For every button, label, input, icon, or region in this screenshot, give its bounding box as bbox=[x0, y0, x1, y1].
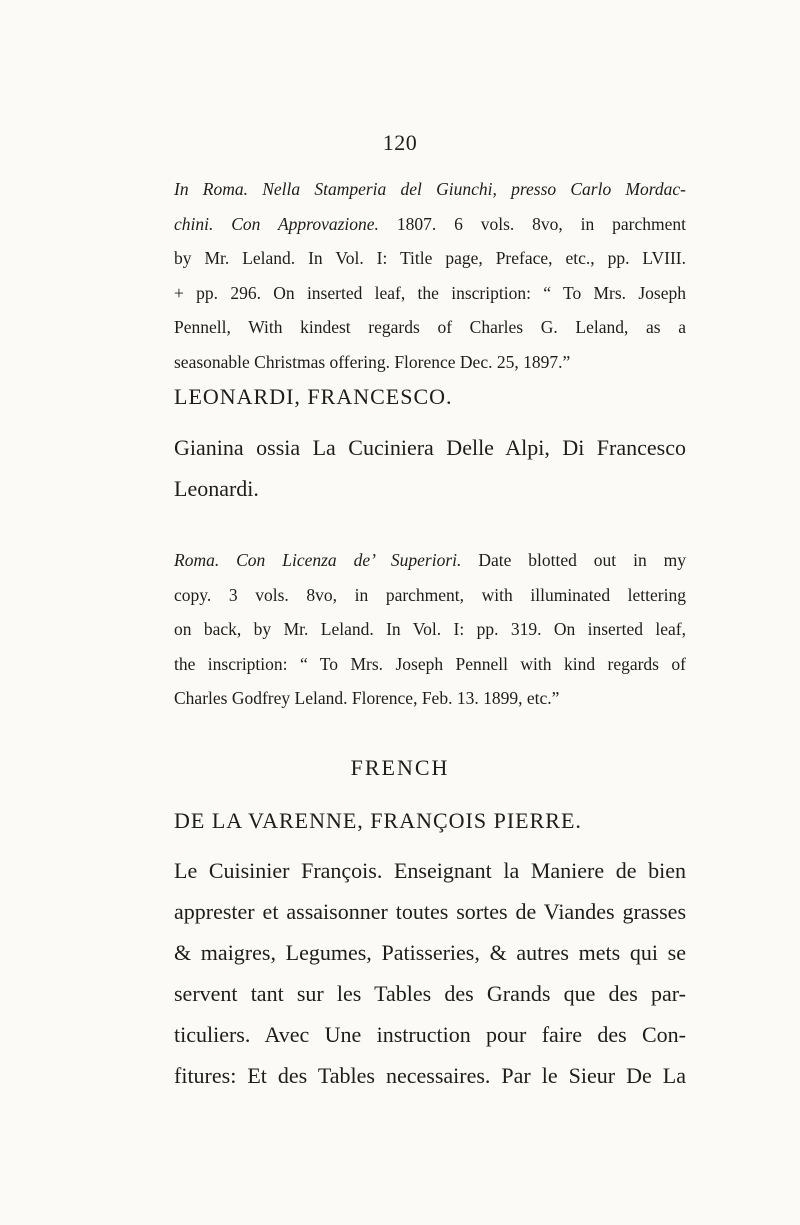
entry-line: chini. Con Approvazione. 1807. 6 vols. 8vo, in parchment bbox=[174, 213, 687, 234]
catalog-entry-giunchi bbox=[174, 172, 686, 379]
title-line: apprester et assaisonner toutes sortes de Viandes grasses bbox=[174, 899, 686, 924]
entry-line: In Roma. Nella Stamperia del Giunchi, presso Carlo Mordac- bbox=[174, 179, 686, 199]
entry-line: Charles Godfrey Leland. Florence, Feb. 13. 1899, etc.” bbox=[174, 688, 560, 708]
section-heading-french: FRENCH bbox=[350, 755, 450, 780]
title-line: ticuliers. Avec Une instruction pour faire des Con- bbox=[174, 1022, 686, 1047]
entry-line: Roma. Con Licenza de’ Superiori. Date blotted out in my bbox=[174, 550, 686, 570]
entry-line: on back, by Mr. Leland. In Vol. I: pp. 319. On inserted leaf, bbox=[174, 619, 686, 639]
author-heading-leonardi: LEONARDI, FRANCESCO. bbox=[174, 384, 453, 409]
entry-line: copy. 3 vols. 8vo, in parchment, with illuminated lettering bbox=[174, 584, 686, 605]
entry-line: the inscription: “ To Mrs. Joseph Pennell with kind regards of bbox=[174, 653, 686, 674]
title-line: Le Cuisinier François. Enseignant la Maniere de bien bbox=[174, 858, 686, 883]
entry-line: Pennell, With kindest regards of Charles G. Leland, as a bbox=[174, 317, 686, 337]
entry-line: by Mr. Leland. In Vol. I: Title page, Preface, etc., pp. LVIII. bbox=[174, 248, 686, 268]
title-line: servent tant sur les Tables des Grands que des par- bbox=[174, 981, 686, 1006]
entry-line: + pp. 296. On inserted leaf, the inscription: “ To Mrs. Joseph bbox=[174, 282, 686, 303]
entry-line: seasonable Christmas offering. Florence Dec. 25, 1897.” bbox=[174, 351, 571, 372]
title-line: fitures: Et des Tables necessaires. Par le Sieur De La bbox=[174, 1063, 686, 1088]
book-title-gianina bbox=[174, 427, 686, 509]
title-line: Gianina ossia La Cuciniera Delle Alpi, Di Francesco bbox=[174, 435, 686, 460]
catalog-entry-leonardi bbox=[174, 543, 686, 716]
page-number: 120 bbox=[382, 130, 418, 155]
author-heading-de-la-varenne: DE LA VARENNE, FRANÇOIS PIERRE. bbox=[174, 808, 582, 833]
book-title-cuisinier bbox=[174, 850, 686, 1096]
title-line: & maigres, Legumes, Patisseries, & autres mets qui se bbox=[174, 940, 686, 965]
title-line: Leonardi. bbox=[174, 476, 259, 501]
